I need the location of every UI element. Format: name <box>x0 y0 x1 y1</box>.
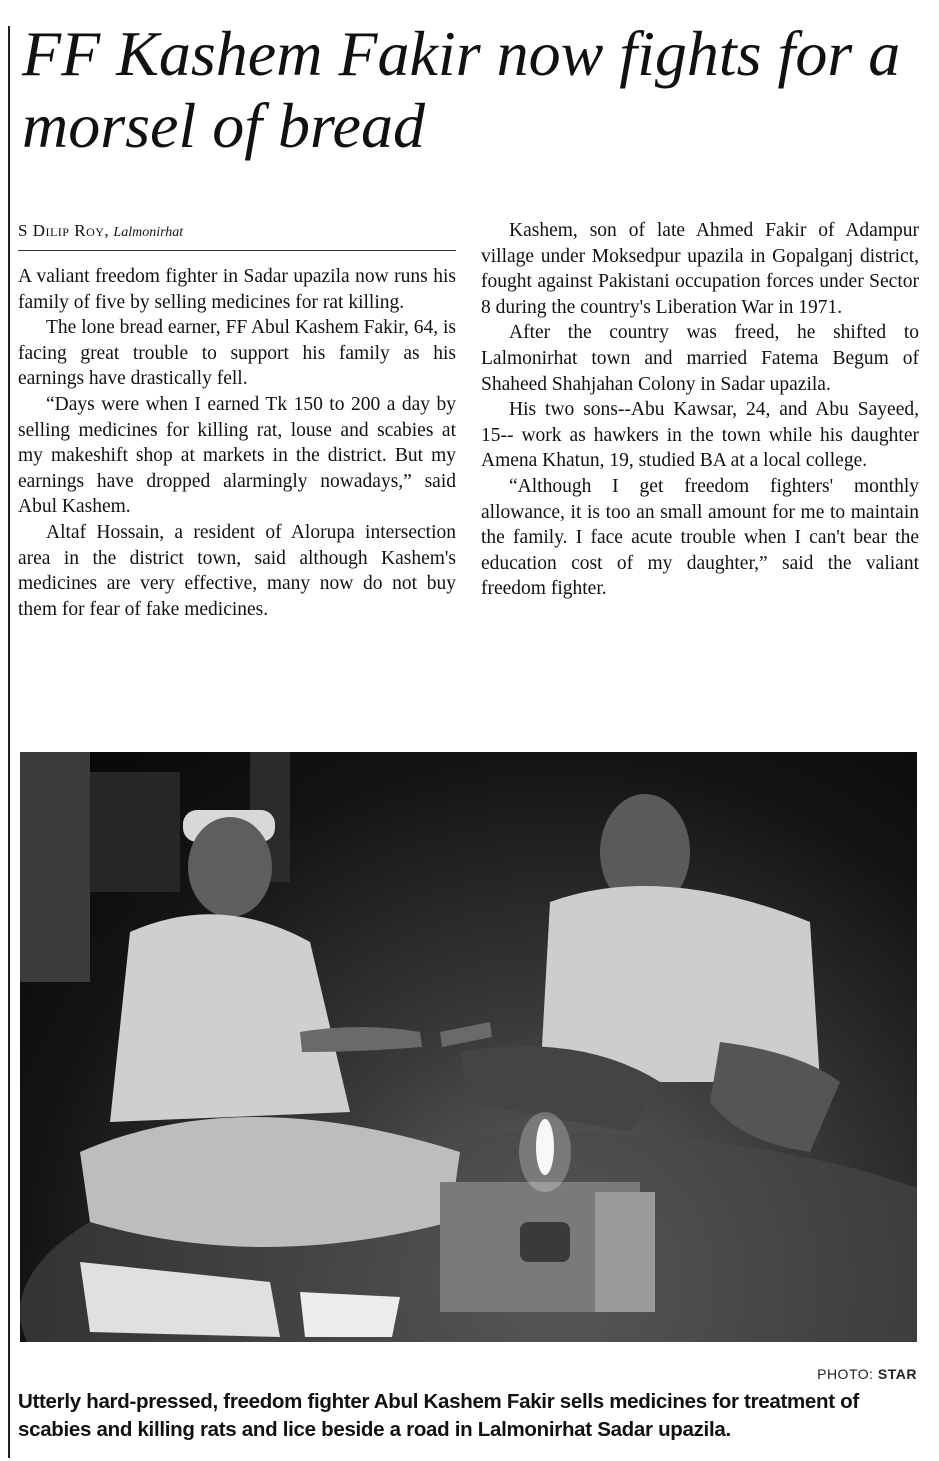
paragraph: After the country was freed, he shifted to Lalmonirhat town and married Fatema Begum of Shaheed Shahjahan Colony in Sadar upazila. <box>481 322 919 395</box>
photo-caption: Utterly hard-pressed, freedom fighter Abul Kashem Fakir sells medicines for treatment of scabies and killing rats and lice beside a road in Lalmonirhat Sadar upazila. <box>18 1390 859 1441</box>
news-photo <box>20 752 917 1342</box>
paragraph: Altaf Hossain, a resident of Alorupa intersection area in the district town, said although Kashem's medicines are very effective, many now do not buy them for fear of fake medicines. <box>18 521 456 620</box>
photo-credit <box>817 1366 917 1382</box>
article-column-right <box>481 218 919 602</box>
paragraph: His two sons--Abu Kawsar, 24, and Abu Sayeed, 15-- work as hawkers in the town while his daughter Amena Khatun, 19, studied BA at a local college. <box>481 399 919 472</box>
photo-credit-source: STAR <box>877 1366 917 1382</box>
paragraph: Kashem, son of late Ahmed Fakir of Adampur village under Moksedpur upazila in Gopalganj district, fought against Pakistani occupation forces under Sector 8 during the country's Liberation War in 1971. <box>481 220 919 318</box>
paragraph: “Days were when I earned Tk 150 to 200 a day by selling medicines for killing rat, louse and scabies at my makeshift shop at markets in the district. But my earnings have dropped alarmingly nowadays,” said Abul Kashem. <box>18 393 456 518</box>
headline: FF Kashem Fakir now fights for a morsel of bread <box>22 18 901 161</box>
photo-credit-prefix: PHOTO: <box>817 1366 874 1382</box>
byline-location: Lalmonirhat <box>113 225 184 240</box>
byline-author: S Dilip Roy, <box>18 221 110 240</box>
byline <box>18 221 456 251</box>
paragraph: The lone bread earner, FF Abul Kashem Fakir, 64, is facing great trouble to support his family as his earnings have drastically fell. <box>18 317 457 390</box>
article-column-left <box>18 264 456 622</box>
photo-illustration <box>20 752 917 1342</box>
paragraph: A valiant freedom fighter in Sadar upazila now runs his family of five by selling medicines for rat killing. <box>18 266 456 313</box>
paragraph: “Although I get freedom fighters' monthly allowance, it is too an small amount for me to maintain the family. I face acute trouble when I can't bear the education cost of my daughter,” said the valiant freedom fighter. <box>481 475 919 600</box>
